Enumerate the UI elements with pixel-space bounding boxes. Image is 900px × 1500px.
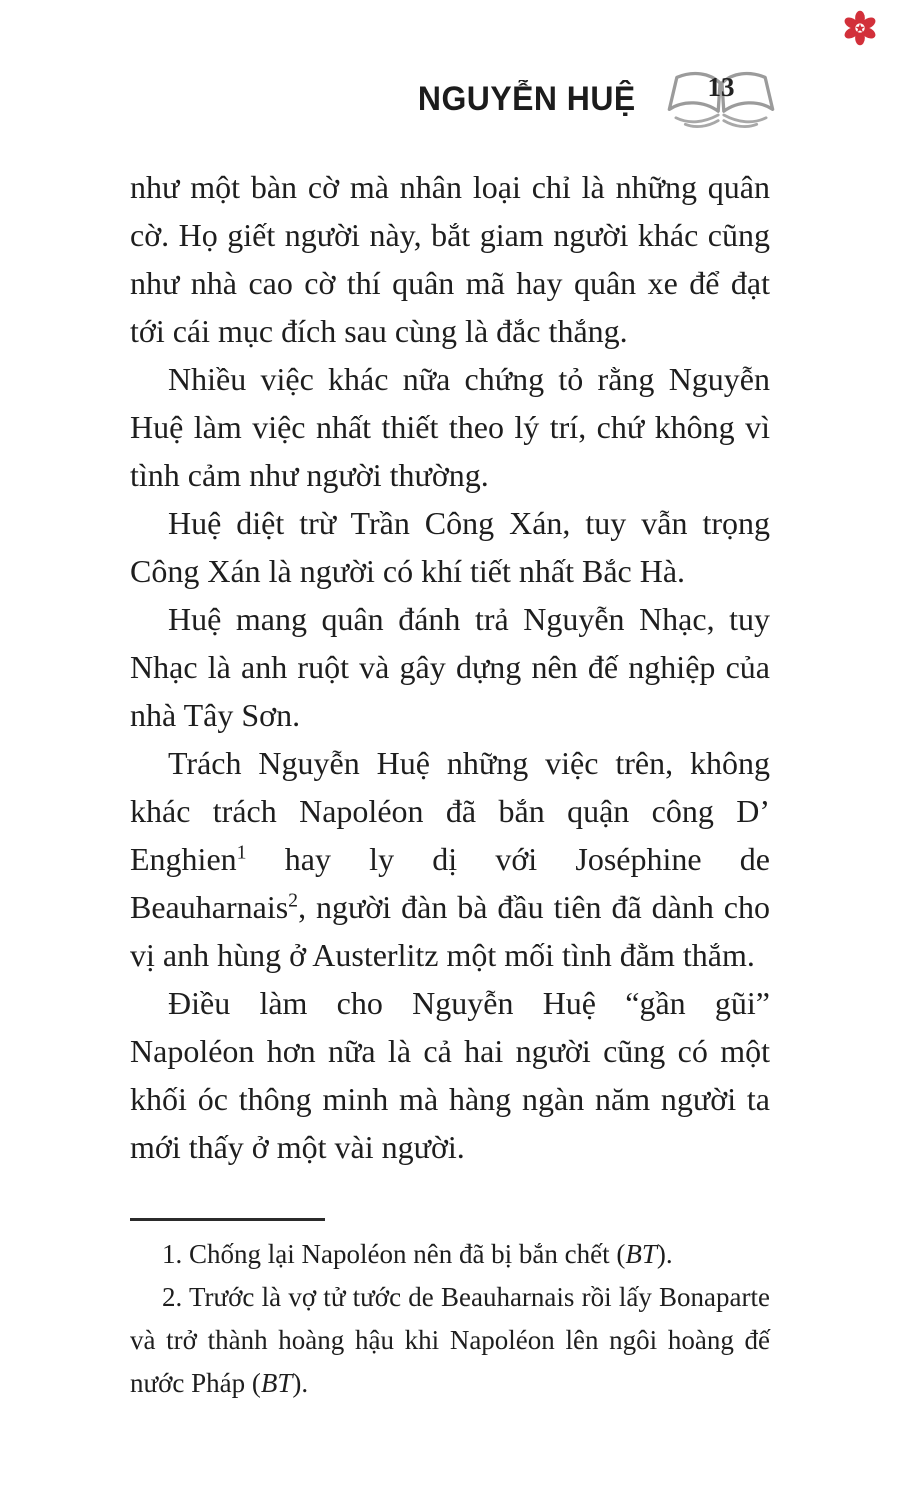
footnote-item-1	[130, 1233, 770, 1276]
footnote-number: 2.	[162, 1282, 183, 1312]
page-header	[130, 68, 778, 130]
red-flower-icon	[842, 8, 878, 48]
open-book-icon	[664, 68, 778, 130]
body-text	[130, 163, 770, 1171]
footnote-tail: ).	[656, 1239, 673, 1269]
footnote-source: BT	[625, 1239, 657, 1269]
footnote-tail: ).	[292, 1368, 309, 1398]
napoleon-segment-1: Trách Nguyễn Huệ những việc trên, không khác trách Napoléon đã bắn quận công D’ Enghien	[130, 745, 770, 877]
paragraph-closing: Điều làm cho Nguyễn Huệ “gần gũi” Napoléon hơn nữa là cả hai người cũng có một khối óc thông minh mà hàng ngàn năm người ta mới thấy ở một vài người.	[130, 985, 770, 1165]
paragraph-reason: Nhiều việc khác nữa chứng tỏ rằng Nguyễn Huệ làm việc nhất thiết theo lý trí, chứ không vì tình cảm như người thường.	[130, 361, 770, 493]
paragraph-tran-cong-xan: Huệ diệt trừ Trần Công Xán, tuy vẫn trọng Công Xán là người có khí tiết nhất Bắc Hà.	[130, 505, 770, 589]
page-number: 13	[707, 72, 735, 102]
footnote-section	[130, 1218, 770, 1405]
footnote-text: Trước là vợ tử tước de Beauharnais rồi lấy Bonaparte và trở thành hoàng hậu khi Napoléon lên ngôi hoàng đế nước Pháp (	[130, 1282, 770, 1398]
footnote-ref-2: 2	[288, 889, 299, 912]
running-title: NGUYỄN HUỆ	[418, 79, 636, 118]
paragraph-continuation: như một bàn cờ mà nhân loại chỉ là những quân cờ. Họ giết người này, bắt giam người khác cũng như nhà cao cờ thí quân mã hay quân xe để đạt tới cái mục đích sau cùng là đắc thắng.	[130, 169, 770, 349]
footnote-item-2	[130, 1276, 770, 1405]
footnote-divider	[130, 1218, 325, 1221]
napoleon-segment-2: hay ly dị với Joséphine de Beauharnais	[130, 841, 770, 925]
paragraph-nguyen-nhac: Huệ mang quân đánh trả Nguyễn Nhạc, tuy Nhạc là anh ruột và gây dựng nên đế nghiệp của nhà Tây Sơn.	[130, 601, 770, 733]
footnote-number: 1.	[162, 1239, 183, 1269]
footnote-ref-1: 1	[236, 841, 247, 864]
footnote-text: Chống lại Napoléon nên đã bị bắn chết (	[182, 1239, 626, 1269]
napoleon-segment-3: , người đàn bà đầu tiên đã dành cho vị anh hùng ở Austerlitz một mối tình đằm thắm.	[130, 889, 770, 973]
paragraph-napoleon	[130, 739, 770, 979]
footnote-source: BT	[260, 1368, 293, 1398]
